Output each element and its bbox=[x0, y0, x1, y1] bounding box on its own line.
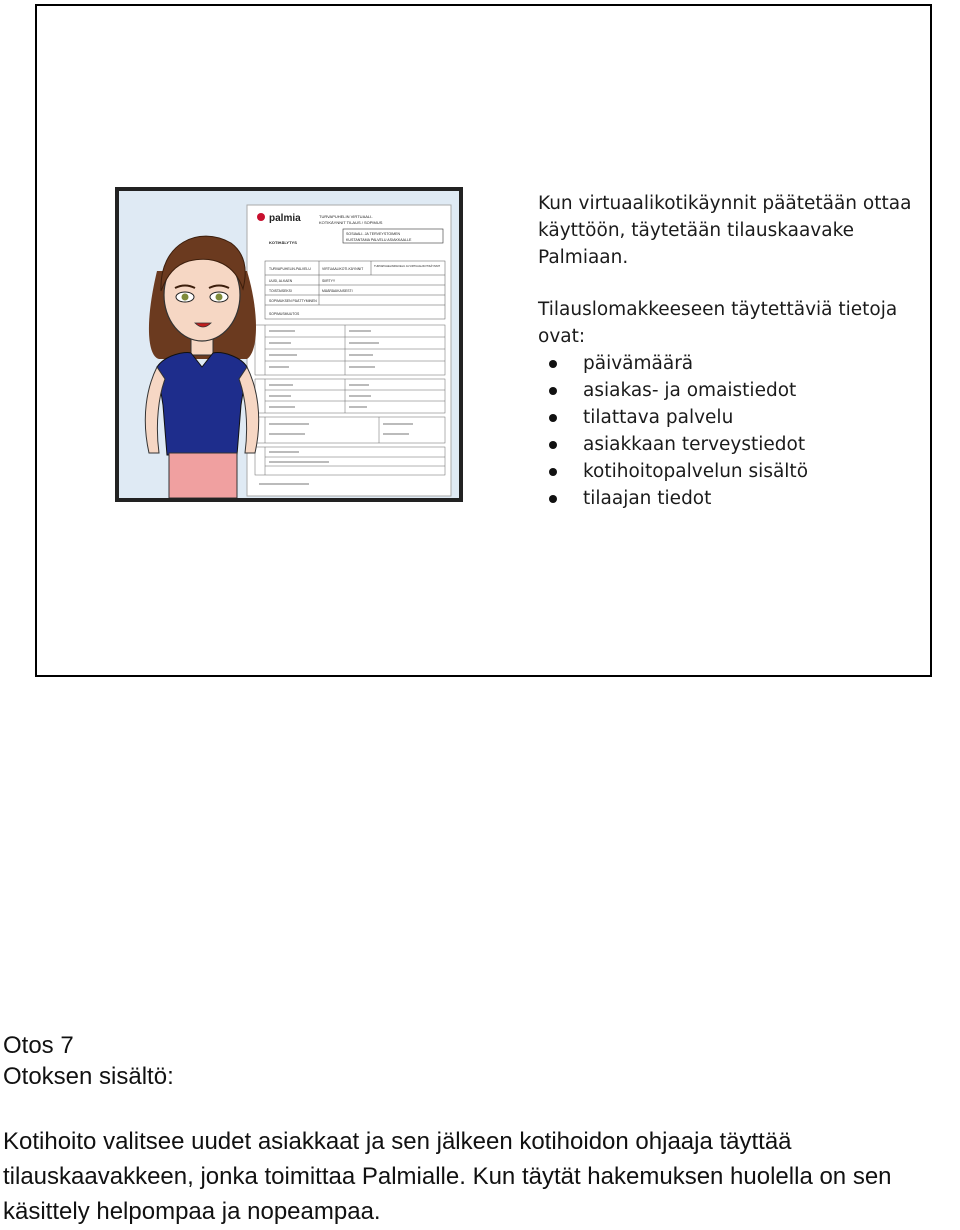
slide-text-block bbox=[538, 190, 928, 512]
bullet-icon bbox=[549, 468, 557, 476]
order-form-image bbox=[247, 205, 451, 496]
bullet-icon bbox=[549, 414, 557, 422]
form-option-2: VIRTUAALIKOTI-KÄYNNIT bbox=[322, 267, 364, 271]
list-item: päivämäärä bbox=[538, 350, 928, 377]
list-item: asiakas- ja omaistiedot bbox=[538, 377, 928, 404]
slide-illustration bbox=[115, 187, 463, 502]
notes-section bbox=[3, 1030, 960, 1229]
form-logo-text: palmia bbox=[269, 213, 301, 224]
form-option-7: MÄÄRÄAIKAISESTI bbox=[322, 289, 353, 293]
form-option-4: UUSI, ALKAEN bbox=[269, 279, 293, 283]
notes-body: Kotihoito valitsee uudet asiakkaat ja sen jälkeen kotihoidon ohjaaja täyttää tilauskaavakkeen, jonka toimittaa Palmialle. Kun täytät hakemuksen huolella on sen käsittely helpompaa ja nopeampaa. bbox=[3, 1128, 892, 1225]
bullet-icon bbox=[549, 495, 557, 503]
form-option-6: TOISTAISEKSI bbox=[269, 289, 292, 293]
form-option-8: SOPIMUKSEN PÄÄTTYMINEN bbox=[269, 299, 317, 303]
slide-intro-text: Kun virtuaalikotikäynnit päätetään ottaa käyttöön, täytetään tilauskaavake Palmiaan. bbox=[538, 193, 912, 268]
content-label: Otoksen sisältö: bbox=[3, 1063, 174, 1090]
form-option-9: SOPIMUSMUUTOS bbox=[269, 312, 300, 316]
bullet-icon bbox=[549, 360, 557, 368]
form-option-1: TURVAPUHELIN-PALVELU bbox=[269, 267, 311, 271]
character-illustration bbox=[145, 236, 258, 498]
form-cost-line1: SOSIAALI- JA TERVEYSTOIMEN bbox=[346, 232, 401, 236]
sample-label: Otos 7 bbox=[3, 1032, 74, 1059]
slide-bullet-list bbox=[538, 350, 928, 512]
list-item: asiakkaan terveystiedot bbox=[538, 431, 928, 458]
list-item: tilattava palvelu bbox=[538, 404, 928, 431]
form-option-3: TURVAPUHELINPALVELU JA VIRTUAALIKOTIKÄYNNIT bbox=[374, 265, 441, 268]
list-item: tilaajan tiedot bbox=[538, 485, 928, 512]
form-option-5: SIIRTYY bbox=[322, 279, 336, 283]
bullet-icon bbox=[549, 387, 557, 395]
slide-frame bbox=[35, 4, 932, 677]
list-item: kotihoitopalvelun sisältö bbox=[538, 458, 928, 485]
form-section-title: KOTIHÄLYTYS bbox=[269, 240, 297, 245]
form-cost-line2: KUSTANTAMA PALVELU ASIAKKAALLE bbox=[346, 238, 412, 242]
slide-list-intro: Tilauslomakkeeseen täytettäviä tietoja ovat: bbox=[538, 299, 898, 347]
illustration-svg bbox=[119, 191, 459, 498]
form-title-line2: KOTIKÄYNNIT TILAUS / SOPIMUS bbox=[319, 220, 383, 225]
form-title-line1: TURVAPUHELIN VIRTUAALI- bbox=[319, 214, 373, 219]
bullet-icon bbox=[549, 441, 557, 449]
